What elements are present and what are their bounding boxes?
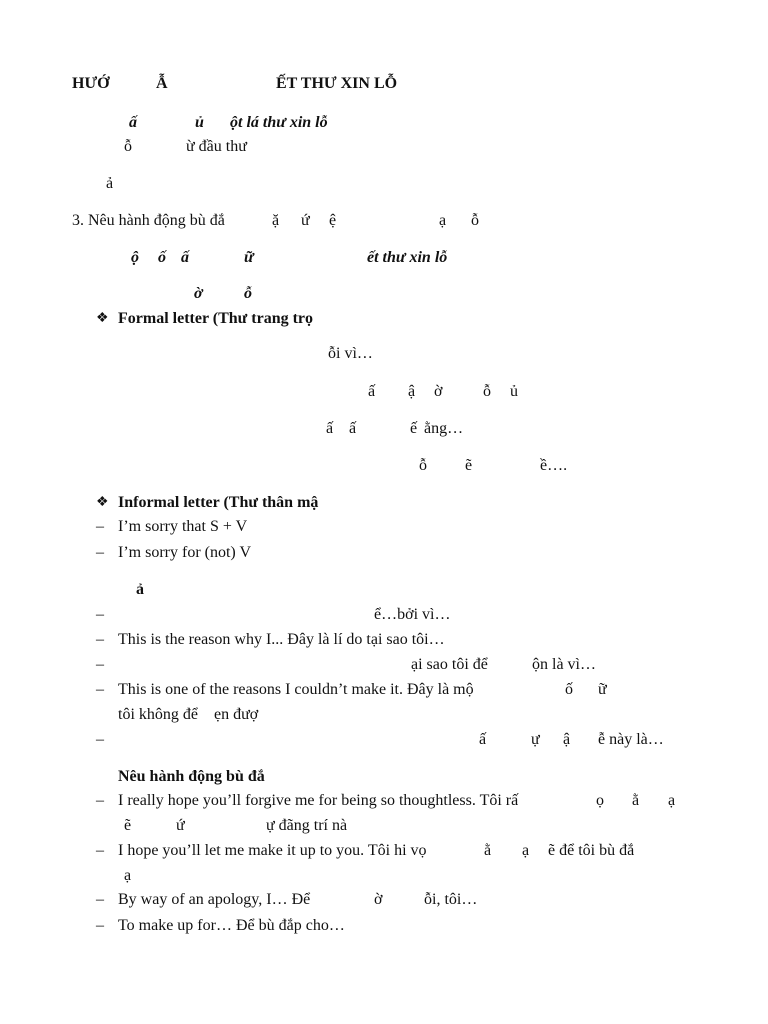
title-part-2: Ẫ (156, 75, 168, 92)
item3-text: 3. Nêu hành động bù đắ (72, 212, 225, 229)
comp-2c: ự đãng trí nà (266, 817, 348, 834)
informal-item-2: I’m sorry for (not) V (118, 544, 252, 561)
formal-line-2b: ậ (408, 383, 416, 400)
dash-bullet: – (96, 842, 104, 859)
dash-bullet: – (96, 631, 104, 648)
subheading-d: ữ (244, 249, 254, 266)
dash-bullet: – (96, 792, 104, 809)
item3-frag4: ạ (439, 212, 447, 229)
formal-line-4c: ề…. (540, 457, 568, 474)
intro-line3: ả (106, 175, 114, 192)
reason-1: ể…bởi vì… (374, 606, 451, 623)
reason-4c: ữ (598, 681, 607, 698)
formal-line-3d: ằng… (424, 420, 464, 437)
comp-5a: By way of an apology, I… Để (118, 891, 311, 908)
dash-bullet: – (96, 518, 104, 535)
item3-frag5: ỗ (471, 212, 479, 229)
intro-line1-b: ủ (195, 114, 204, 131)
compensation-heading: Nêu hành động bù đắ (118, 768, 265, 785)
reason-6c: ậ (563, 731, 571, 748)
comp-1b: ọ (596, 792, 604, 809)
reason-6a: ấ (479, 731, 487, 748)
formal-line-3b: ấ (349, 420, 357, 437)
subheading2-a: ờ (194, 285, 203, 302)
formal-line-2d: ỗ (483, 383, 491, 400)
item3-frag2: ứ (301, 212, 310, 229)
comp-2b: ứ (176, 817, 185, 834)
title-part-1: HƯỚ (72, 75, 110, 92)
intro-line2-a: ỗ (124, 138, 132, 155)
dash-bullet: – (96, 681, 104, 698)
comp-1a: I really hope you’ll forgive me for being so thoughtless. Tôi rấ (118, 792, 519, 809)
intro-line1-a: ấ (129, 114, 137, 131)
subheading-b: ố (158, 249, 166, 266)
formal-heading: Formal letter (Thư trang trọ (118, 310, 314, 327)
title-part-3: ẾT THƯ XIN LỖ (276, 75, 398, 92)
informal-heading: Informal letter (Thư thân mậ (118, 494, 319, 511)
comp-3d: ẽ để tôi bù đắ (548, 842, 635, 859)
diamond-bullet-icon: ❖ (96, 495, 109, 510)
dash-bullet: – (96, 544, 104, 561)
reason-4b: ố (565, 681, 573, 698)
formal-line-3a: ấ (326, 420, 334, 437)
reason-3a: ại sao tôi để (411, 656, 488, 673)
reasons-heading: ả (136, 581, 144, 598)
reason-2: This is the reason why I... Đây là lí do tại sao tôi… (118, 631, 445, 648)
reason-4a: This is one of the reasons I couldn’t make it. Đây là mộ (118, 681, 474, 698)
dash-bullet: – (96, 891, 104, 908)
dash-bullet: – (96, 731, 104, 748)
dash-bullet: – (96, 656, 104, 673)
comp-1d: ạ (668, 792, 676, 809)
comp-3a: I hope you’ll let me make it up to you. Tôi hi vọ (118, 842, 427, 859)
intro-line1-c: ột lá thư xin lỗ (230, 114, 328, 131)
comp-4: ạ (124, 867, 132, 884)
formal-line-4b: ẽ (465, 457, 473, 474)
reason-6b: ự (531, 731, 540, 748)
formal-line-4a: ỗ (419, 457, 427, 474)
reason-5a: tôi không để (118, 706, 198, 723)
comp-3c: ạ (522, 842, 530, 859)
formal-line-2e: ủ (510, 383, 518, 400)
dash-bullet: – (96, 917, 104, 934)
formal-line-1: ỗi vì… (328, 345, 373, 362)
dash-bullet: – (96, 606, 104, 623)
subheading-e: ết thư xin lỗ (367, 249, 448, 266)
subheading-c: ấ (181, 249, 189, 266)
formal-line-2a: ấ (368, 383, 376, 400)
informal-item-1: I’m sorry that S + V (118, 518, 248, 535)
comp-6: To make up for… Để bù đắp cho… (118, 917, 345, 934)
subheading-a: ộ (131, 249, 139, 266)
item3-frag1: ặ (272, 212, 280, 229)
formal-line-2c: ờ (434, 383, 443, 400)
comp-2a: ẽ (124, 817, 132, 834)
reason-6d: ễ này là… (598, 731, 664, 748)
comp-5b: ờ (374, 891, 383, 908)
reason-3b: ộn là vì… (532, 656, 596, 673)
intro-line2-b: ừ đầu thư (186, 138, 247, 155)
comp-1c: ằ (632, 792, 640, 809)
comp-5c: ỗi, tôi… (424, 891, 478, 908)
formal-line-3c: ế (410, 420, 418, 437)
comp-3b: ằ (484, 842, 492, 859)
reason-5b: ẹn đượ (214, 706, 259, 723)
item3-frag3: ệ (329, 212, 337, 229)
subheading2-b: ỗ (244, 285, 252, 302)
diamond-bullet-icon: ❖ (96, 311, 109, 326)
